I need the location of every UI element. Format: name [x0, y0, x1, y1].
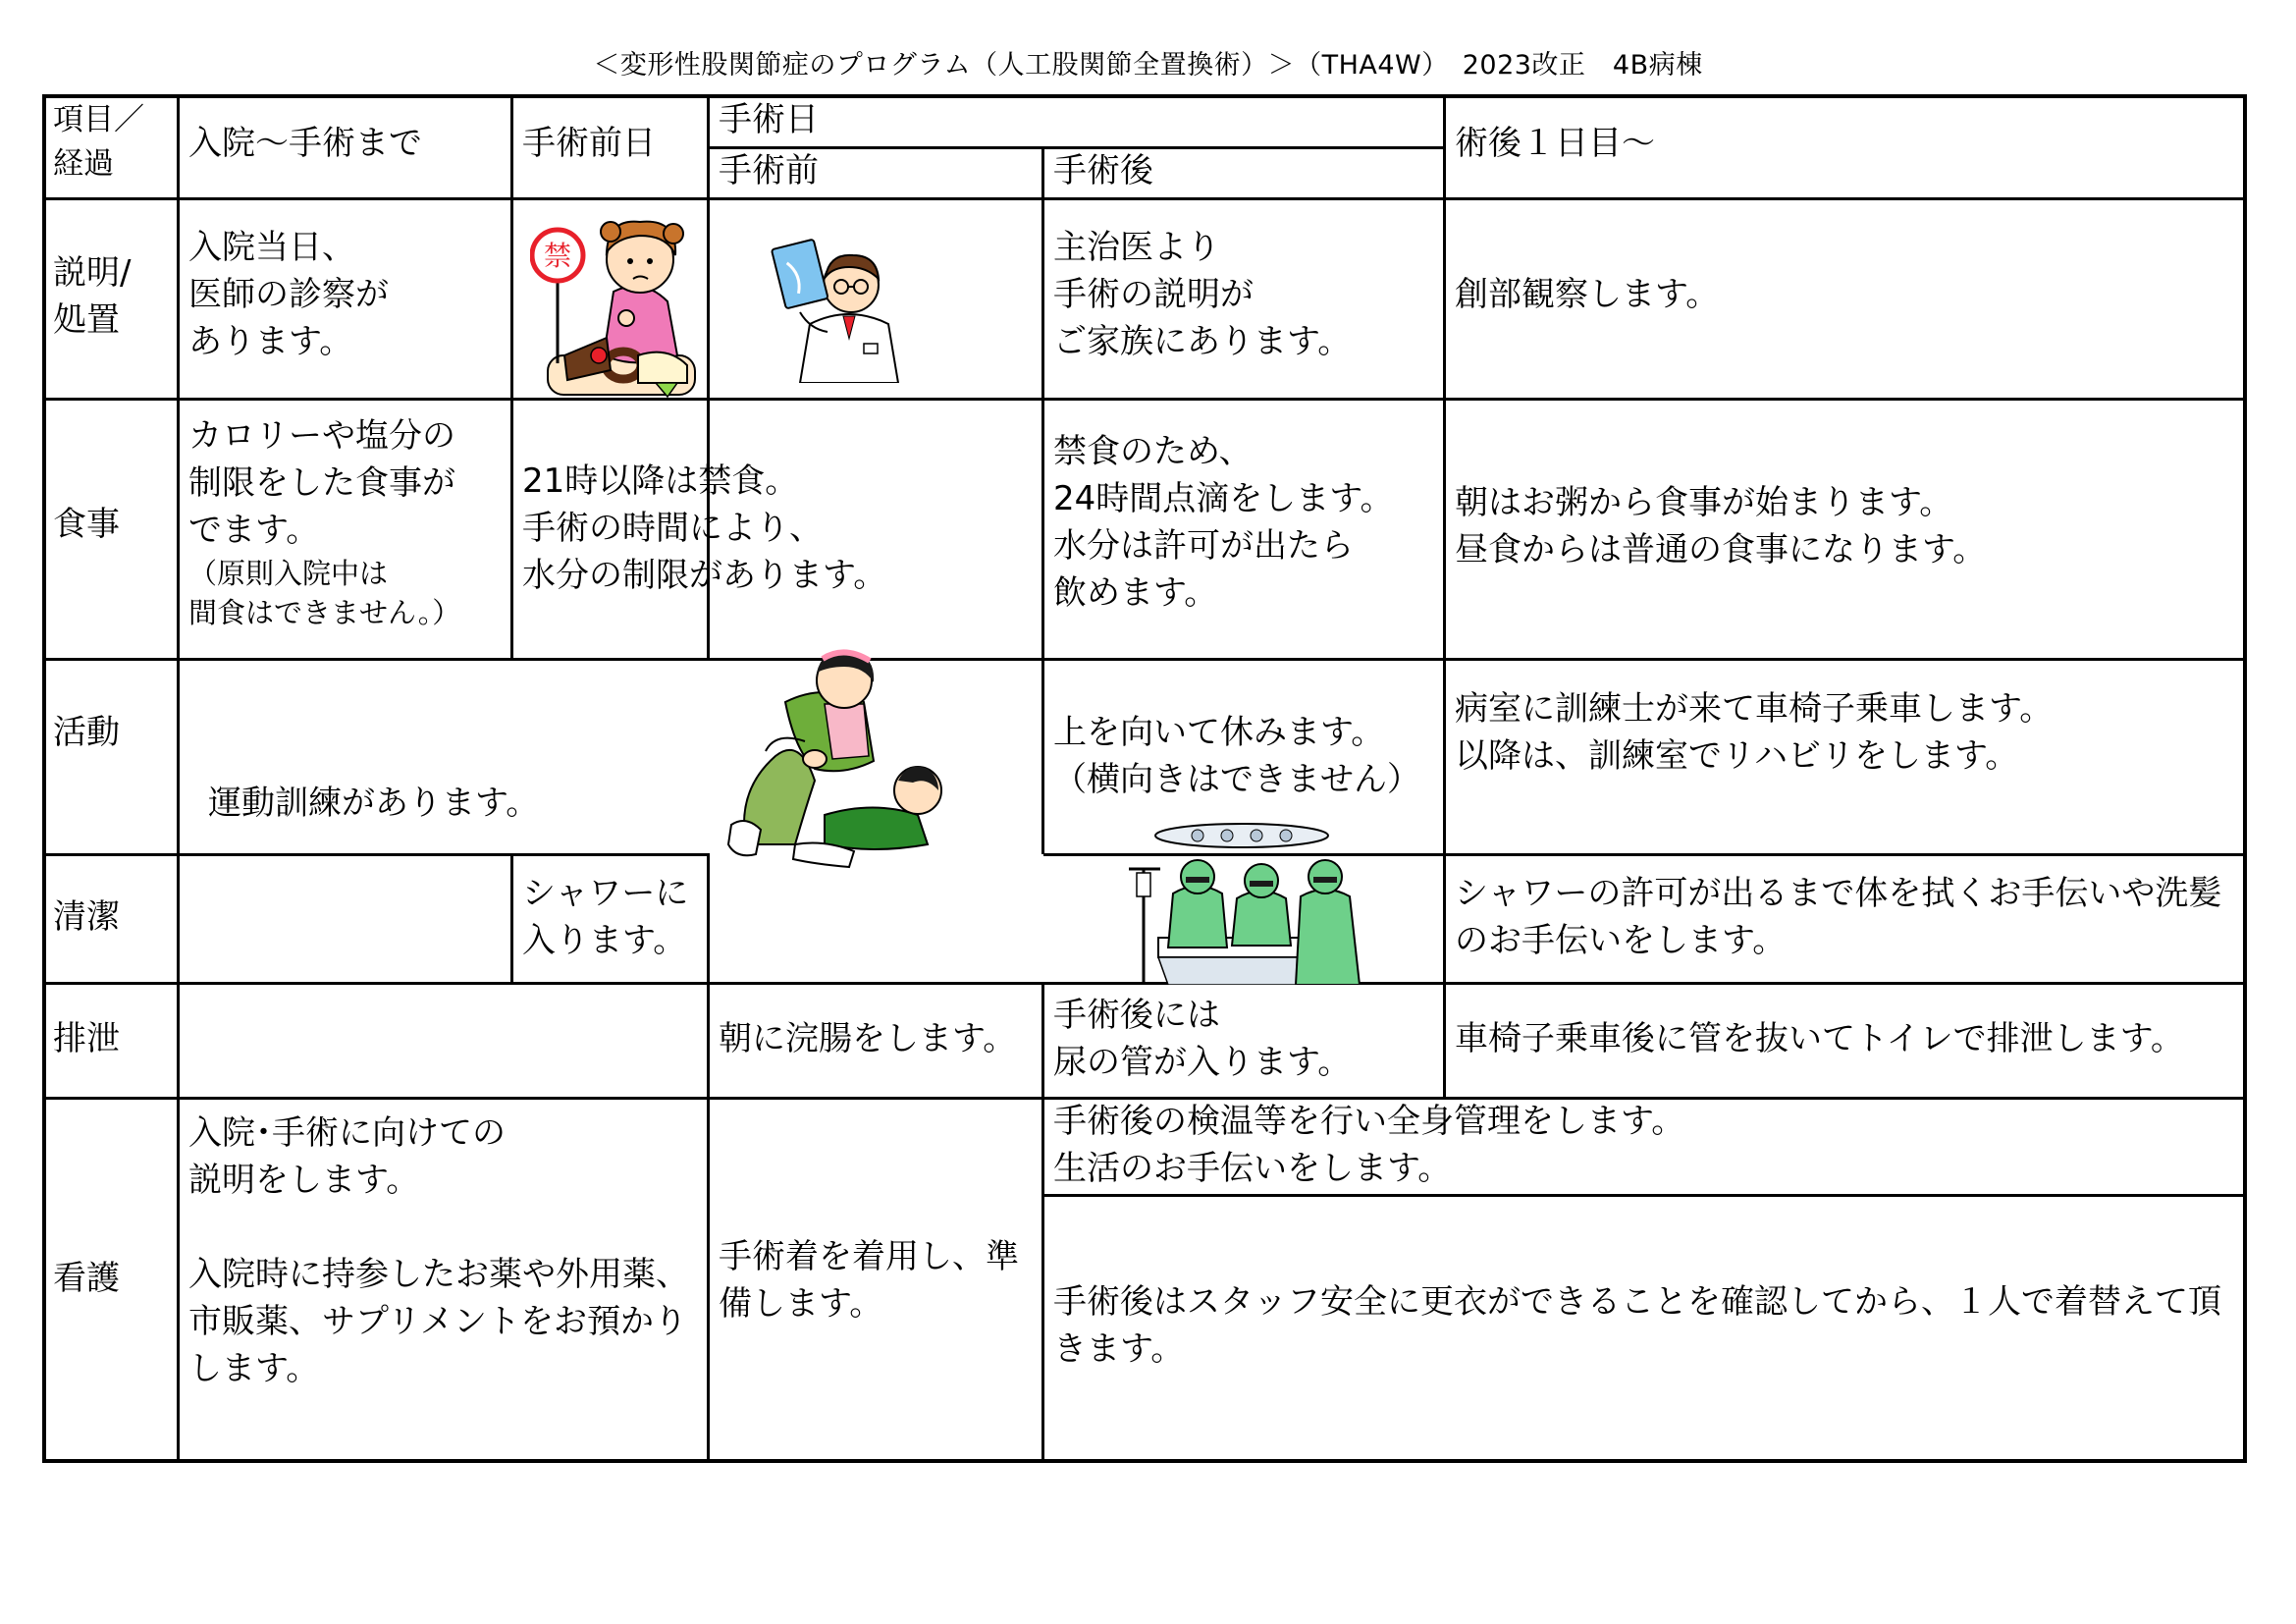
grid-line [44, 658, 2246, 661]
grid-line [1043, 1194, 2246, 1197]
meal-day-before: 21時以降は禁食。 手術の時間により、 水分の制限があります。 [522, 461, 887, 595]
grid-line [1443, 96, 1446, 982]
explanation-post-day1: 創部観察します。 [1455, 275, 1720, 314]
header-surgery-day: 手術日 [719, 100, 819, 139]
hygiene-post-day1: シャワーの許可が出るまで体を拭くお手伝いや洗髪のお手伝いをします。 [1455, 874, 2222, 960]
header-post-op: 手術後 [1053, 151, 1153, 190]
grid-line [510, 853, 513, 982]
hygiene-day-before: シャワーに 入ります。 [522, 874, 689, 960]
header-post-day1: 術後１日目～ [1455, 124, 1655, 163]
nursing-admission: 入院･手術に向けての 説明をします。 入院時に持参したお薬や外用薬、市販薬、サプリメントをお預かりします。 [188, 1113, 689, 1388]
meal-admission-note: （原則入院中は 間食はできません。） [188, 557, 461, 629]
row-label-excretion: 排泄 [53, 1019, 120, 1058]
header-pre-op: 手術前 [719, 151, 819, 190]
excretion-post-day1: 車椅子乗車後に管を抜いてトイレで排泄します。 [1455, 1019, 2184, 1058]
grid-line [1443, 982, 1446, 1097]
meal-admission: カロリーや塩分の 制限をした食事が でます。 [188, 416, 455, 550]
grid-line [177, 96, 180, 1461]
explanation-post-op: 主治医より 手術の説明が ご家族にあります。 [1053, 228, 1352, 361]
header-item: 項目／ 経過 [53, 102, 144, 182]
grid-line [510, 96, 513, 658]
activity-admission: 運動訓練があります。 [208, 784, 540, 823]
grid-line [44, 197, 2246, 200]
activity-post-op: 上を向いて休みます。 （横向きはできません） [1053, 713, 1420, 799]
header-day-before: 手術前日 [522, 124, 656, 163]
row-label-hygiene: 清潔 [53, 897, 120, 937]
nurse-rehab-exercise-icon [707, 643, 962, 874]
document-title: ＜変形性股関節症のプログラム（人工股関節全置換術）＞（THA4W） 2023改正 4B病棟 [593, 50, 1703, 81]
meal-post-op: 禁食のため、 24時間点滴をします。 水分は許可が出たら 飲めます。 [1053, 432, 1394, 613]
explanation-admission: 入院当日、 医師の診察が あります。 [188, 228, 389, 361]
forbidden-sign-text: 禁 [543, 240, 572, 272]
excretion-post-op: 手術後には 尿の管が入ります。 [1053, 996, 1352, 1082]
nursing-pre-op: 手術着を着用し、準備します。 [719, 1237, 1019, 1324]
surgical-team-icon [1090, 820, 1404, 985]
nursing-post-bottom: 手術後はスタッフ安全に更衣ができることを確認してから、１人で着替えて頂きます。 [1053, 1282, 2221, 1369]
grid-line [44, 853, 709, 856]
row-label-explanation: 説明/ 処置 [53, 253, 132, 340]
grid-line [44, 398, 2246, 401]
grid-line [707, 853, 710, 1461]
girl-refraining-sweets-icon [530, 208, 707, 401]
nursing-post-top: 手術後の検温等を行い全身管理をします。 生活のお手伝いをします。 [1053, 1102, 1685, 1188]
header-admission: 入院～手術まで [188, 124, 422, 163]
meal-post-day1: 朝はお粥から食事が始まります。 昼食からは普通の食事になります。 [1455, 483, 1987, 569]
row-label-activity: 活動 [53, 713, 120, 752]
doctor-xray-icon [771, 236, 928, 383]
excretion-pre-op: 朝に浣腸をします。 [719, 1019, 1017, 1058]
row-label-meal: 食事 [53, 505, 120, 544]
activity-post-day1: 病室に訓練士が来て車椅子乗車します。 以降は、訓練室でリハビリをします。 [1455, 689, 2054, 776]
grid-line [1041, 146, 1044, 854]
row-label-nursing: 看護 [53, 1259, 120, 1298]
